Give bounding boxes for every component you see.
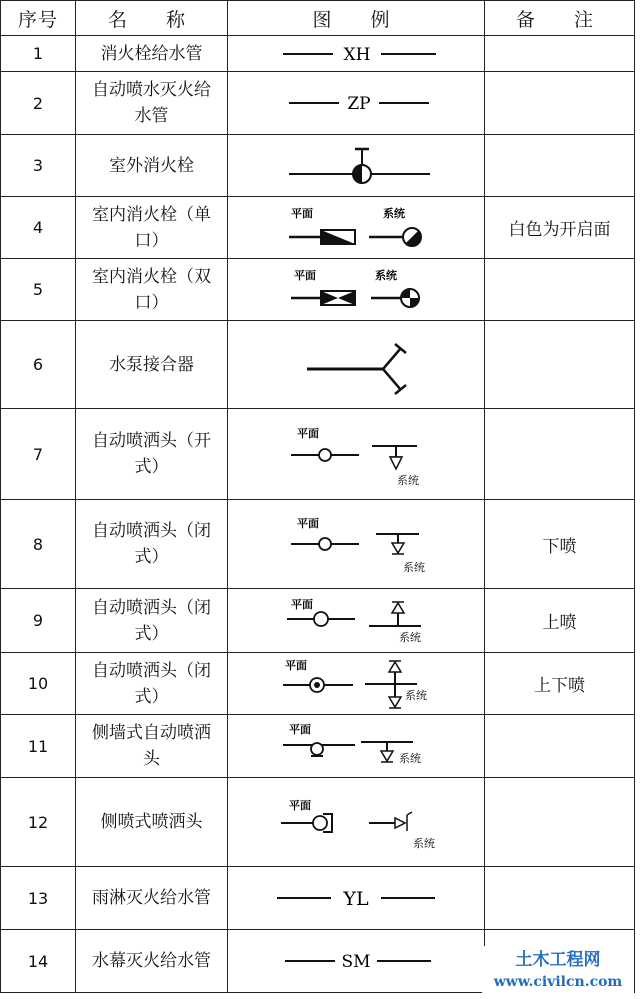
table-row bbox=[1, 135, 635, 197]
row-symbol bbox=[228, 36, 485, 72]
table-row bbox=[1, 715, 635, 778]
row-name: 消火栓给水管 bbox=[76, 36, 228, 72]
outdoor-hydrant-symbol bbox=[231, 141, 481, 191]
row-note bbox=[485, 72, 635, 135]
pipe-code: SM bbox=[341, 952, 371, 972]
system-label: 系统 bbox=[399, 752, 421, 765]
pipe-code: YL bbox=[343, 888, 369, 910]
header-note: 备 注 bbox=[485, 1, 635, 36]
row-num: 5 bbox=[1, 259, 76, 321]
row-name: 室内消火栓（单口） bbox=[76, 197, 228, 259]
table-row bbox=[1, 500, 635, 589]
system-label: 系统 bbox=[405, 688, 427, 702]
row-note bbox=[485, 715, 635, 778]
pipe-code: ZP bbox=[347, 94, 371, 114]
watermark-title: 土木工程网 bbox=[515, 950, 601, 970]
row-name: 水泵接合器 bbox=[76, 321, 228, 409]
sprinkler-closed-updown-symbol bbox=[231, 655, 481, 713]
row-symbol bbox=[228, 930, 485, 993]
pipe-sm-symbol bbox=[231, 946, 481, 976]
row-symbol bbox=[228, 867, 485, 930]
row-num: 14 bbox=[1, 930, 76, 993]
row-num: 8 bbox=[1, 500, 76, 589]
plan-label: 平面 bbox=[285, 658, 307, 672]
table-row bbox=[1, 589, 635, 653]
row-name: 自动喷洒头（开式） bbox=[76, 409, 228, 500]
plan-label: 平面 bbox=[289, 723, 311, 736]
row-symbol bbox=[228, 715, 485, 778]
row-note bbox=[485, 867, 635, 930]
row-symbol bbox=[228, 500, 485, 589]
indoor-hydrant-double-symbol bbox=[231, 262, 481, 317]
row-note bbox=[485, 259, 635, 321]
plan-label: 平面 bbox=[297, 426, 319, 440]
row-note bbox=[485, 321, 635, 409]
row-name: 侧喷式喷洒头 bbox=[76, 778, 228, 867]
sidewall-sprinkler-symbol bbox=[231, 717, 481, 775]
row-name: 室外消火栓 bbox=[76, 135, 228, 197]
row-num: 12 bbox=[1, 778, 76, 867]
header-row bbox=[1, 1, 635, 36]
row-note: 上下喷 bbox=[485, 653, 635, 715]
row-note bbox=[485, 36, 635, 72]
system-label: 系统 bbox=[375, 269, 397, 282]
row-note: 白色为开启面 bbox=[485, 197, 635, 259]
sprinkler-closed-up-symbol bbox=[231, 592, 481, 650]
row-symbol bbox=[228, 259, 485, 321]
row-note: 上喷 bbox=[485, 589, 635, 653]
table-row bbox=[1, 36, 635, 72]
row-name: 室内消火栓（双口） bbox=[76, 259, 228, 321]
system-label: 系统 bbox=[403, 560, 425, 574]
side-spray-sprinkler-symbol bbox=[231, 785, 481, 860]
system-label: 系统 bbox=[399, 630, 421, 644]
row-note bbox=[485, 778, 635, 867]
row-name: 自动喷洒头（闭式） bbox=[76, 500, 228, 589]
row-symbol bbox=[228, 409, 485, 500]
pump-connector-symbol bbox=[231, 330, 481, 400]
table-row bbox=[1, 259, 635, 321]
row-note bbox=[485, 135, 635, 197]
row-num: 11 bbox=[1, 715, 76, 778]
row-num: 7 bbox=[1, 409, 76, 500]
sprinkler-closed-down-symbol bbox=[231, 507, 481, 582]
watermark bbox=[482, 946, 634, 996]
row-name: 雨淋灭火给水管 bbox=[76, 867, 228, 930]
pipe-code: XH bbox=[343, 44, 371, 65]
plan-label: 平面 bbox=[289, 798, 311, 812]
row-name: 自动喷洒头（闭式） bbox=[76, 589, 228, 653]
table-row bbox=[1, 653, 635, 715]
row-num: 9 bbox=[1, 589, 76, 653]
row-symbol bbox=[228, 589, 485, 653]
table-row bbox=[1, 197, 635, 259]
row-num: 6 bbox=[1, 321, 76, 409]
table-row bbox=[1, 409, 635, 500]
pipe-xh-symbol bbox=[231, 39, 481, 69]
row-symbol bbox=[228, 197, 485, 259]
header-symbol: 图 例 bbox=[228, 1, 485, 36]
row-num: 1 bbox=[1, 36, 76, 72]
header-name: 名 称 bbox=[76, 1, 228, 36]
system-label: 系统 bbox=[383, 207, 405, 220]
table-row bbox=[1, 321, 635, 409]
pipe-zp-symbol bbox=[231, 88, 481, 118]
row-symbol bbox=[228, 653, 485, 715]
header-num: 序号 bbox=[1, 1, 76, 36]
row-num: 2 bbox=[1, 72, 76, 135]
row-num: 4 bbox=[1, 197, 76, 259]
row-name: 水幕灭火给水管 bbox=[76, 930, 228, 993]
pipe-yl-symbol bbox=[231, 883, 481, 913]
row-name: 侧墙式自动喷洒头 bbox=[76, 715, 228, 778]
row-name: 自动喷水灭火给水管 bbox=[76, 72, 228, 135]
row-num: 3 bbox=[1, 135, 76, 197]
plan-label: 平面 bbox=[291, 207, 313, 220]
row-note bbox=[485, 409, 635, 500]
plan-label: 平面 bbox=[297, 516, 319, 530]
table-row bbox=[1, 867, 635, 930]
row-symbol bbox=[228, 135, 485, 197]
row-num: 10 bbox=[1, 653, 76, 715]
system-label: 系统 bbox=[397, 473, 419, 487]
row-symbol bbox=[228, 72, 485, 135]
table-row bbox=[1, 72, 635, 135]
system-label: 系统 bbox=[413, 836, 435, 850]
indoor-hydrant-single-symbol bbox=[231, 200, 481, 255]
plan-label: 平面 bbox=[294, 269, 316, 282]
row-note: 下喷 bbox=[485, 500, 635, 589]
table-row bbox=[1, 778, 635, 867]
row-num: 13 bbox=[1, 867, 76, 930]
row-symbol bbox=[228, 778, 485, 867]
row-name: 自动喷洒头（闭式） bbox=[76, 653, 228, 715]
row-symbol bbox=[228, 321, 485, 409]
plan-label: 平面 bbox=[291, 597, 313, 611]
watermark-url: www.civilcn.com bbox=[493, 974, 623, 990]
sprinkler-open-symbol bbox=[231, 417, 481, 492]
